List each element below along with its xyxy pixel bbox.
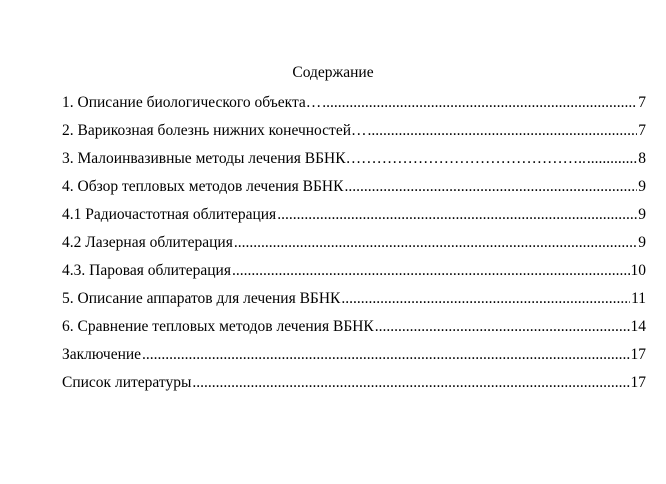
toc-page-number: 14 <box>630 318 646 335</box>
toc-entry-title: 4.3. Паровая облитерация <box>62 262 231 279</box>
toc-page-number: 8 <box>638 150 646 167</box>
toc-page-number: 11 <box>631 290 646 307</box>
toc-page-number: 9 <box>638 234 646 251</box>
toc-page-number: 9 <box>638 178 646 195</box>
table-of-contents <box>62 94 646 402</box>
toc-dot-leader <box>277 206 637 224</box>
toc-dot-leader <box>344 178 637 196</box>
toc-entry-title: 1. Описание биологического объекта… <box>62 94 322 111</box>
toc-page-number: 9 <box>638 206 646 223</box>
toc-entry-title: 4.1 Радиочастотная облитерация <box>62 206 277 223</box>
toc-entry <box>62 318 646 346</box>
toc-heading: Содержание <box>292 64 374 81</box>
toc-page-number: 7 <box>638 94 646 111</box>
toc-entry <box>62 262 646 290</box>
toc-entry <box>62 290 646 318</box>
toc-entry <box>62 150 646 178</box>
toc-page-number: 17 <box>630 374 646 391</box>
toc-dot-leader <box>192 374 629 392</box>
toc-entry-title: 4. Обзор тепловых методов лечения ВБНК <box>62 178 344 195</box>
toc-entry-title: 6. Сравнение тепловых методов лечения ВБНК <box>62 318 374 335</box>
toc-dot-leader <box>234 234 637 252</box>
toc-entry <box>62 234 646 262</box>
toc-dot-leader <box>375 318 630 336</box>
toc-dot-leader <box>341 290 630 308</box>
toc-dot-leader <box>368 122 638 140</box>
toc-entry-title: Список литературы <box>62 374 192 391</box>
toc-page-number: 7 <box>638 122 646 139</box>
toc-page-number: 17 <box>630 346 646 363</box>
toc-entry <box>62 94 646 122</box>
toc-dot-leader <box>232 262 630 280</box>
toc-entry-title: 5. Описание аппаратов для лечения ВБНК <box>62 290 341 307</box>
toc-entry <box>62 206 646 234</box>
toc-entry <box>62 178 646 206</box>
toc-page-number: 10 <box>630 262 646 279</box>
toc-dot-leader <box>322 94 637 112</box>
toc-entry-title: 2. Варикозная болезнь нижних конечностей… <box>62 122 367 139</box>
toc-entry-title: Заключение <box>62 346 142 363</box>
toc-entry <box>62 122 646 150</box>
toc-dot-leader <box>587 150 637 168</box>
toc-entry-title: 3. Малоинвазивные методы лечения ВБНК……………………………………….. <box>62 150 586 167</box>
toc-entry <box>62 346 646 374</box>
toc-entry-title: 4.2 Лазерная облитерация <box>62 234 233 251</box>
toc-entry <box>62 374 646 402</box>
toc-dot-leader <box>142 346 629 364</box>
